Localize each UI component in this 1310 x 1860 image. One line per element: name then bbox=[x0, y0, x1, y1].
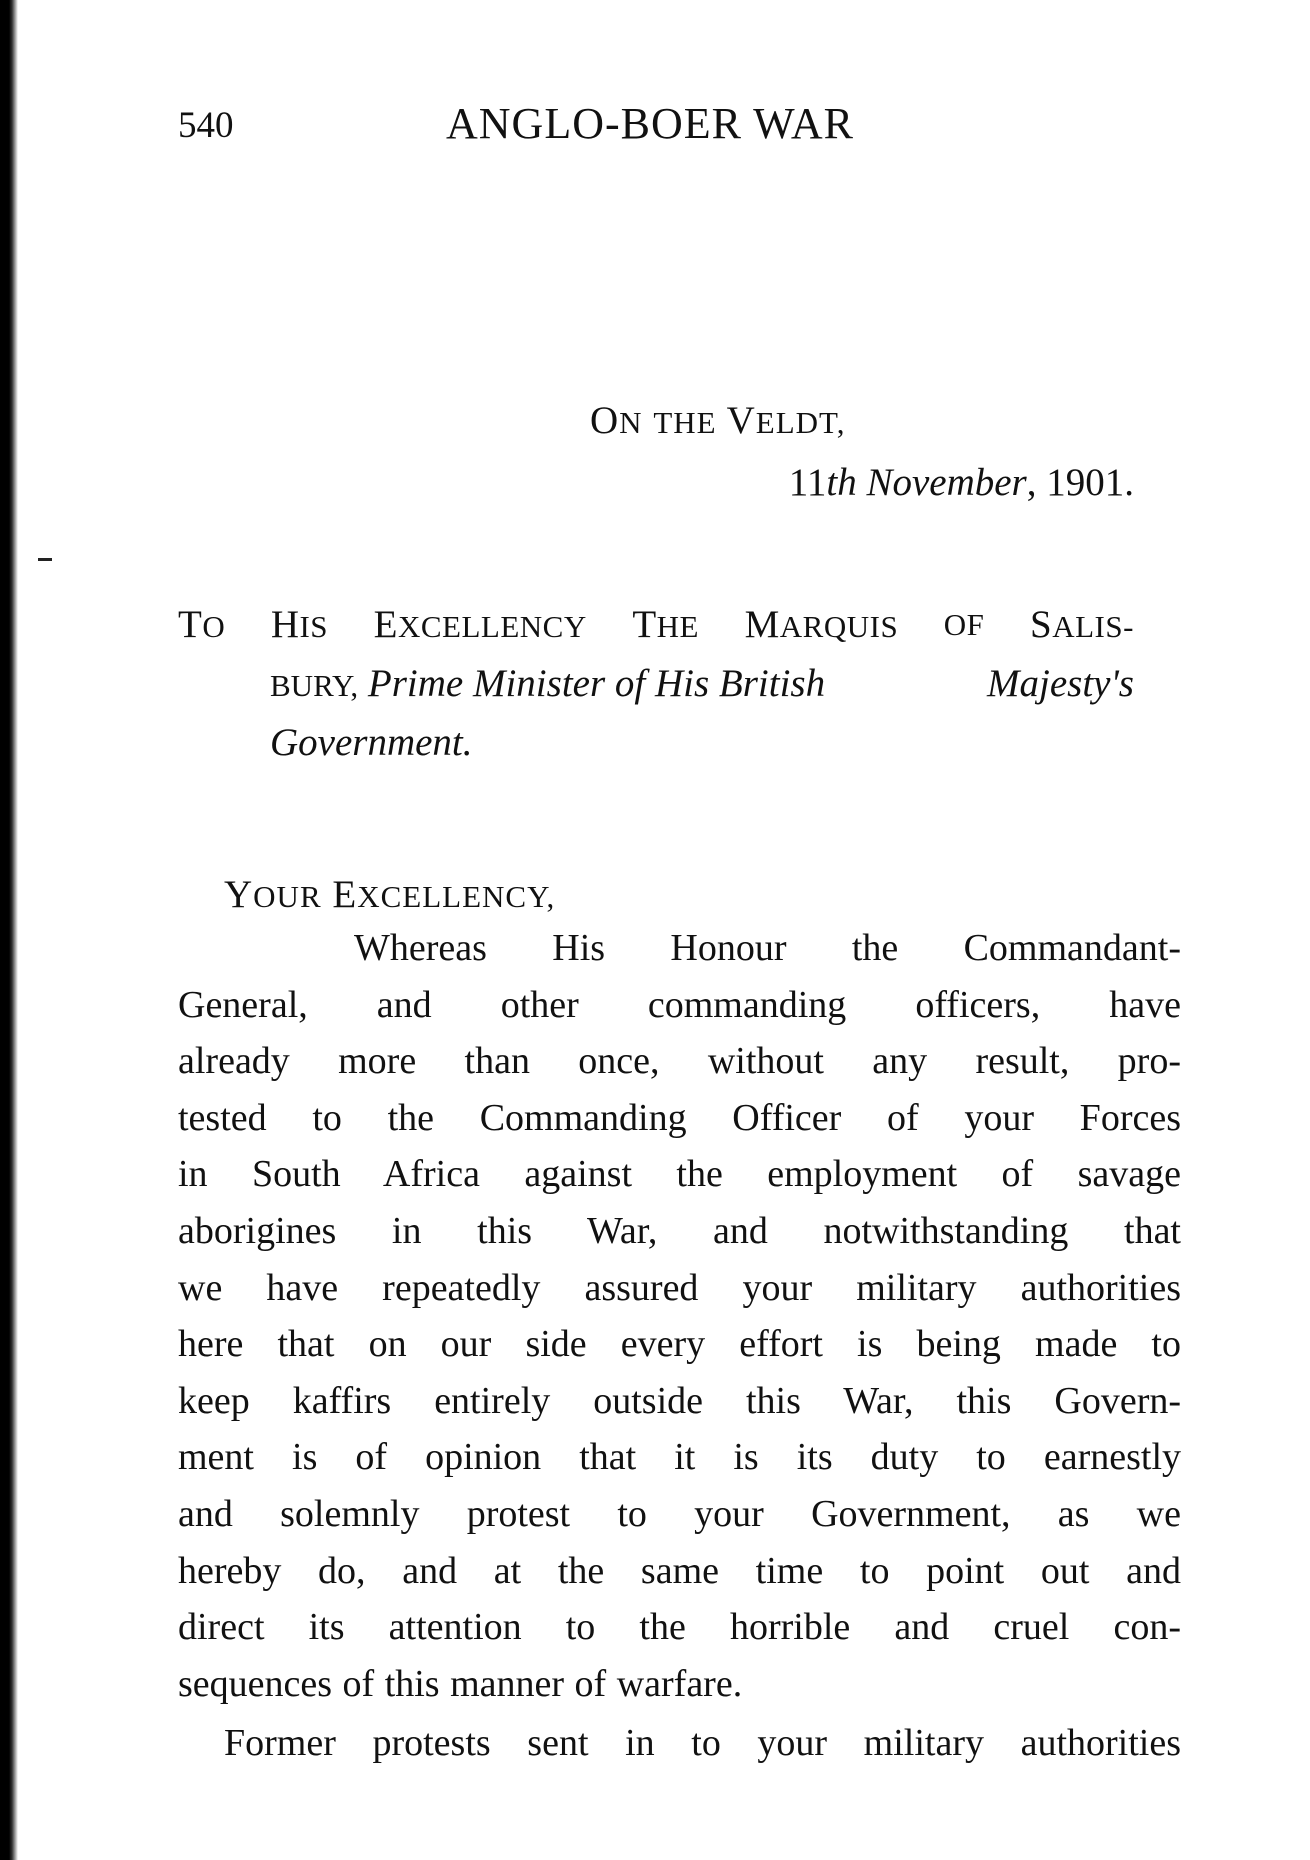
page-number: 540 bbox=[178, 105, 234, 146]
body-line: ment is of opinion that it is its duty to earnestly bbox=[178, 1436, 1181, 1479]
body-line: here that on our side every effort is being made to bbox=[178, 1323, 1181, 1366]
letter-address bbox=[178, 596, 1134, 771]
body-line: sequences of this manner of warfare. bbox=[178, 1662, 743, 1705]
address-line-2: BURY, Prime Minister of His British Majesty's bbox=[270, 662, 1134, 705]
page-binding-edge bbox=[0, 0, 18, 1860]
body-line: hereby do, and at the same time to point out and bbox=[178, 1549, 1181, 1592]
body-line: already more than once, without any result, pro- bbox=[178, 1040, 1181, 1083]
address-line-3: Government. bbox=[270, 721, 473, 764]
body-line: Whereas His Honour the Commandant- bbox=[354, 927, 1181, 969]
body-line: General, and other commanding officers, have bbox=[178, 983, 1181, 1026]
body-line: direct its attention to the horrible and cruel con- bbox=[178, 1606, 1181, 1649]
dateline-place: ON THE VELDT, bbox=[590, 399, 846, 442]
body-line: aborigines in this War, and notwithstanding that bbox=[178, 1209, 1181, 1252]
body-line: in South Africa against the employment of savage bbox=[178, 1153, 1181, 1196]
address-line-1: TO HIS EXCELLENCY THE MARQUIS OF SALIS- bbox=[178, 603, 1134, 646]
body-line: and solemnly protest to your Government, as we bbox=[178, 1492, 1181, 1535]
salutation: YOUR EXCELLENCY, bbox=[224, 873, 556, 916]
dateline-date: 11th November, 1901. bbox=[788, 461, 1134, 504]
body-line: tested to the Commanding Officer of your Forces bbox=[178, 1096, 1181, 1139]
running-title: ANGLO-BOER WAR bbox=[446, 99, 854, 148]
second-paragraph-first-line: Former protests sent in to your military authorities bbox=[224, 1722, 1181, 1764]
letter-body-paragraph bbox=[178, 920, 1181, 1712]
scan-speck bbox=[38, 558, 52, 561]
body-line: we have repeatedly assured your military authorities bbox=[178, 1266, 1181, 1309]
page-header bbox=[0, 98, 1310, 158]
body-line: keep kaffirs entirely outside this War, this Govern- bbox=[178, 1379, 1181, 1422]
